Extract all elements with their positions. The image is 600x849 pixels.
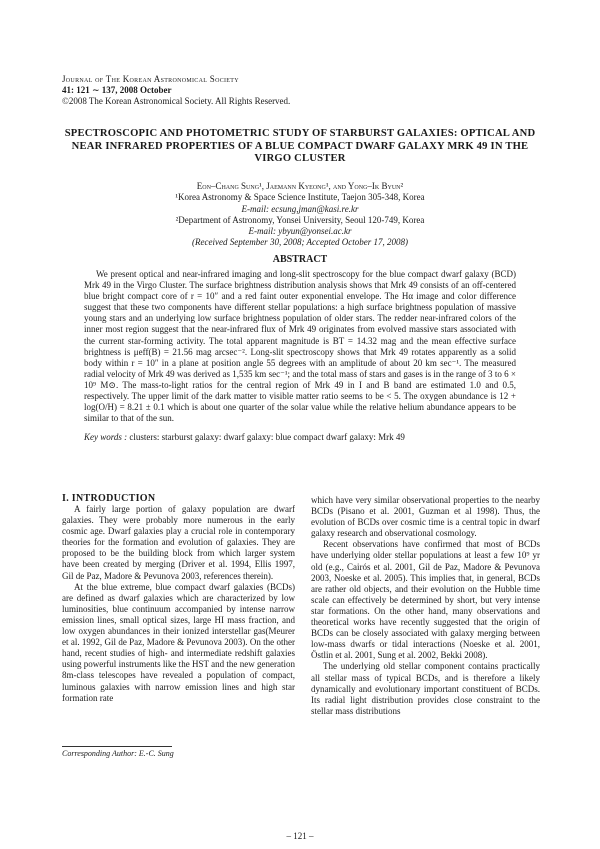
journal-copyright: ©2008 The Korean Astronomical Society. All Rights Reserved. <box>62 96 291 106</box>
paragraph: At the blue extreme, blue compact dwarf galaxies (BCDs) are defined as dwarf galaxies which are characterized by low luminosities, blue continuum accompanied by intense narrow emission lines, small optical sizes, large HI mass fraction, and low oxygen abundances in their ionized interstellar gas(Meurer et al. 1992, Gil de Paz, Madore & Pevunova 2003). On the other hand, recent studies of high- and intermediate redshift galaxies using powerful instruments like the HST and the new generation 8m-class telescopes have revealed a population of compact, luminous galaxies with narrow emission lines and high star formation rate <box>62 581 295 703</box>
paragraph: A fairly large portion of galaxy population are dwarf galaxies. They were probably more numerous in the early cosmic age. Dwarf galaxies play a crucial role in contemporary theories for the formation and evolution of galaxies. They are proposed to be the building block from which larger system have been created by merging (Driver et al. 1994, Ellis 1997, Gil de Paz, Madore & Pevunova 2003, references therein). <box>62 504 295 581</box>
keywords-text: clusters: starburst galaxy: dwarf galaxy: blue compact dwarf galaxy: Mrk 49 <box>127 432 405 442</box>
abstract-heading: ABSTRACT <box>272 254 328 265</box>
author-names: Eon–Chang Sung¹, Jaemann Kyeong¹, and Yong–Ik Byun² <box>196 181 404 191</box>
journal-volume: 41: 121 ∼ 137, 2008 October <box>62 85 172 95</box>
footnote: Corresponding Author: E.-C. Sung <box>62 749 174 758</box>
footnote-rule <box>62 746 172 747</box>
left-column <box>62 504 295 704</box>
keywords <box>84 432 516 443</box>
right-column <box>311 495 540 717</box>
email-2: E-mail: ybyun@yonsei.ac.kr <box>248 226 352 237</box>
section-heading: I. INTRODUCTION <box>62 493 156 504</box>
paper-title: SPECTROSCOPIC AND PHOTOMETRIC STUDY OF STARBURST GALAXIES: OPTICAL AND NEAR INFRARED PROPERTIES OF A BLUE COMPACT DWARF GALAXY MRK 49 IN THE VIRGO CLUSTER <box>64 128 536 164</box>
affiliation-1: ¹Korea Astronomy & Space Science Institute, Taejon 305-348, Korea <box>175 192 425 203</box>
author-block <box>60 181 540 249</box>
journal-header <box>62 74 290 107</box>
journal-name: Journal of The Korean Astronomical Society <box>62 74 239 84</box>
paragraph: The underlying old stellar component contains practically all stellar mass of typical BCDs, and is therefore a likely dynamically and evolutionary important constituent of BCDs. Its radial light distribution provides close constraint to the stellar mass distributions <box>311 661 540 716</box>
paragraph: Recent observations have confirmed that most of BCDs have underlying older stellar populations at least a few 10⁹ yr old (e.g., Cairós et al. 2001, Gil de Paz, Madore & Pevunova 2003, Noeske et al. 2005). This implies that, in general, BCDs are rather old objects, and their evolution on the Hubble time scale can effectively be determined by short, but very intense star formations. On the other hand, many observations and theoretical works have recently suggested that the origin of BCDs can be closely associated with galaxy merging between low-mass dwarfs or tidal interactions (Noeske et al. 2001, Östlin et al. 2001, Sung et al. 2002, Bekki 2008). <box>311 539 540 661</box>
keywords-label: Key words : <box>84 432 128 442</box>
abstract-text: We present optical and near-infrared imaging and long-slit spectroscopy for the blue compact dwarf galaxy (BCD) Mrk 49 in the Virgo Cluster. The surface brightness distribution analysis shows that Mrk 49 consists of an off-centered blue bright compact core of r = 10″ and a red faint outer exponential envelope. The Hα image and color difference suggest that these two components have different stellar populations: a high surface brightness population of massive young stars and an underlying low surface brightness population of older stars. The redder near-infrared colors of the inner most region suggest that the near-infrared flux of Mrk 49 originates from evolved massive stars associated with the current star-forming activity. The total apparent magnitude is BT = 14.32 mag and the mean effective surface brightness is μeff(B) = 21.56 mag arcsec⁻². Long-slit spectroscopy shows that Mrk 49 rotates apparently as a solid body within r = 10″ in a plane at position angle 55 degrees with an amplitude of about 20 km sec⁻¹. The measured radial velocity of Mrk 49 was derived as 1,535 km sec⁻¹; and the total mass of stars and gases is in the range of 3 to 6 × 10⁹ M⊙. The mass-to-light ratios for the central region of Mrk 49 in I and B band are estimated 1.0 and 0.5, respectively. The upper limit of the dark matter to visible matter ratio seems to be < 5. The oxygen abundance is 12 + log(O/H) = 8.21 ± 0.1 which is about one quarter of the solar value while the relative helium abundance appears to be similar to that of the sun. <box>84 269 516 424</box>
affiliation-2: ²Department of Astronomy, Yonsei University, Seoul 120-749, Korea <box>175 214 425 225</box>
page-number: – 121 – <box>286 831 314 841</box>
received-dates: (Received September 30, 2008; Accepted October 17, 2008) <box>191 237 408 248</box>
paragraph: which have very similar observational properties to the nearby BCDs (Pisano et al. 2001, Guzman et al 1998). Thus, the evolution of BCDs over cosmic time is a central topic in dwarf galaxy research and observational cosmology. <box>311 495 540 539</box>
email-1: E-mail: ecsung,jman@kasi.re.kr <box>241 203 359 214</box>
